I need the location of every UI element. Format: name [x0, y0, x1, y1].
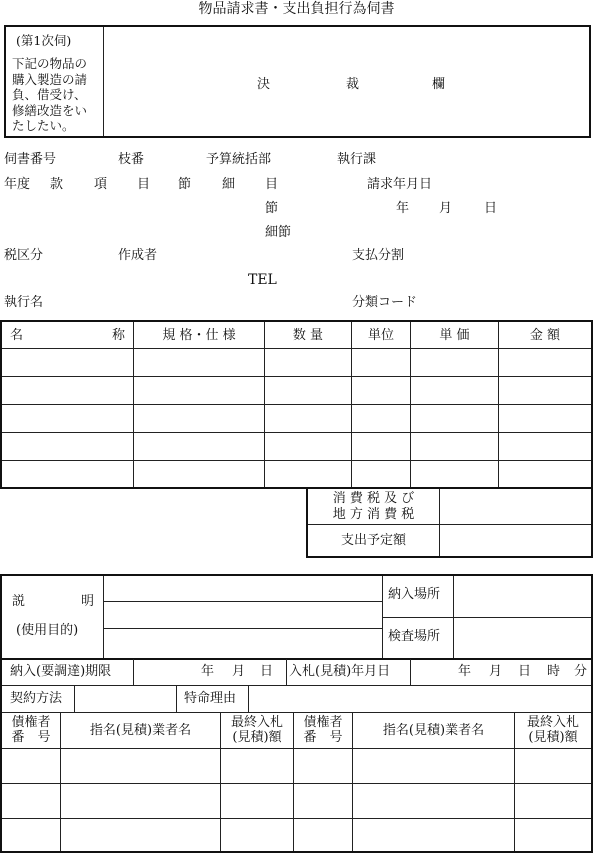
setsumei-right: 明: [81, 594, 95, 609]
tel-label: TEL: [248, 272, 277, 288]
nonyu-basho-label: 納入場所: [388, 587, 441, 602]
col-price: 単 価: [439, 328, 470, 343]
kan-label: 款: [50, 177, 64, 192]
saikensha-label-2-l2: 番 号: [303, 730, 343, 745]
kigen-year: 年: [201, 664, 215, 679]
nyusatsu-minute: 分: [574, 664, 588, 679]
bunrui-code-label: 分類コード: [352, 295, 418, 310]
kigen-month: 月: [232, 664, 246, 679]
shikko-mei-label: 執行名: [4, 295, 44, 310]
tax-box: [306, 487, 593, 558]
seikyu-year-label: 年: [396, 201, 410, 216]
nendo-label: 年度: [4, 177, 31, 192]
shiharai-bunkatsu-label: 支払分割: [352, 248, 405, 263]
planned-label: 支出予定額: [340, 533, 406, 548]
saimoku-label-1: 細: [222, 177, 236, 192]
nonyu-kigen-label: 納入(要調達)期限: [10, 664, 112, 679]
sakuseisha-label: 作成者: [118, 248, 158, 263]
zei-kubun-label: 税区分: [4, 248, 44, 263]
purpose-line: 購入製造の請: [12, 71, 88, 87]
kigen-day: 日: [260, 664, 274, 679]
setsu-label: 節: [178, 177, 192, 192]
shimei-gyosha-label-1: 指名(見積)業者名: [89, 723, 192, 738]
seikyu-month-label: 月: [439, 201, 453, 216]
setsumei-left: 説: [12, 594, 26, 609]
saishu-label-2-l1: 最終入札: [526, 715, 579, 730]
shimei-gyosha-label-2: 指名(見積)業者名: [382, 723, 485, 738]
tsugi-label: (第1次伺): [16, 33, 72, 48]
purpose-text: [12, 56, 87, 134]
bottom-box: [0, 574, 593, 853]
tokumei-riyu-label: 特命理由: [184, 691, 237, 706]
setsu2-label: 節: [265, 201, 279, 216]
nyusatsu-month: 月: [489, 664, 503, 679]
saishu-label-1-l1: 最終入札: [230, 715, 283, 730]
nyusatsu-day: 日: [518, 664, 532, 679]
kensa-basho-label: 検査場所: [388, 629, 441, 644]
col-unit: 単位: [367, 328, 394, 343]
seikyu-ymd-label: 請求年月日: [367, 177, 433, 192]
nyusatsu-hour: 時: [547, 664, 561, 679]
keiyaku-houhou-label: 契約方法: [10, 691, 63, 706]
page-title: 物品請求書・支出負担行為伺書: [198, 1, 395, 17]
saishu-label-2-l2: (見積)額: [528, 730, 578, 745]
shiyou-mokuteki-label: (使用目的): [16, 623, 79, 638]
saishu-label-1-l2: (見積)額: [232, 730, 282, 745]
col-name-right: 称: [112, 328, 126, 343]
edaban-label: 枝番: [118, 152, 145, 167]
ukagaisho-bango-label: 伺書番号: [4, 152, 57, 167]
shikko-ka-label: 執行課: [337, 152, 377, 167]
saikensha-label-1-l2: 番 号: [11, 730, 51, 745]
nyusatsu-year: 年: [458, 664, 472, 679]
kessai-char-2: 裁: [346, 77, 360, 92]
moku-label: 目: [137, 177, 151, 192]
col-amount: 金 額: [529, 328, 561, 343]
saikensha-label-2-l1: 債権者: [303, 715, 343, 730]
tax-label-2: 地 方 消 費 税: [332, 507, 415, 522]
yosan-toukatsu-label: 予算統括部: [206, 152, 272, 167]
purpose-line: 下記の物品の: [12, 56, 88, 71]
kou-label: 項: [94, 177, 108, 192]
purpose-line: たしたい。: [12, 118, 75, 133]
purpose-line: 負、借受け、: [12, 87, 87, 102]
col-name-left: 名: [10, 328, 24, 343]
saimoku-label-2: 目: [265, 177, 279, 192]
kessai-char-1: 決: [257, 77, 271, 92]
kessai-box: [4, 25, 591, 138]
saikensha-label-1-l1: 債権者: [11, 715, 51, 730]
seikyu-day-label: 日: [484, 201, 498, 216]
nyusatsu-ymd-label: 入札(見積)年月日: [289, 664, 391, 679]
items-table: [0, 320, 593, 489]
col-spec: 規 格・仕 様: [162, 328, 236, 343]
col-qty: 数 量: [292, 328, 324, 343]
purpose-line: 修繕改造をい: [12, 102, 88, 118]
tax-label-1: 消 費 税 及 び: [332, 491, 415, 506]
kessai-char-3: 欄: [432, 77, 446, 92]
saisetsu-label: 細節: [265, 225, 292, 240]
